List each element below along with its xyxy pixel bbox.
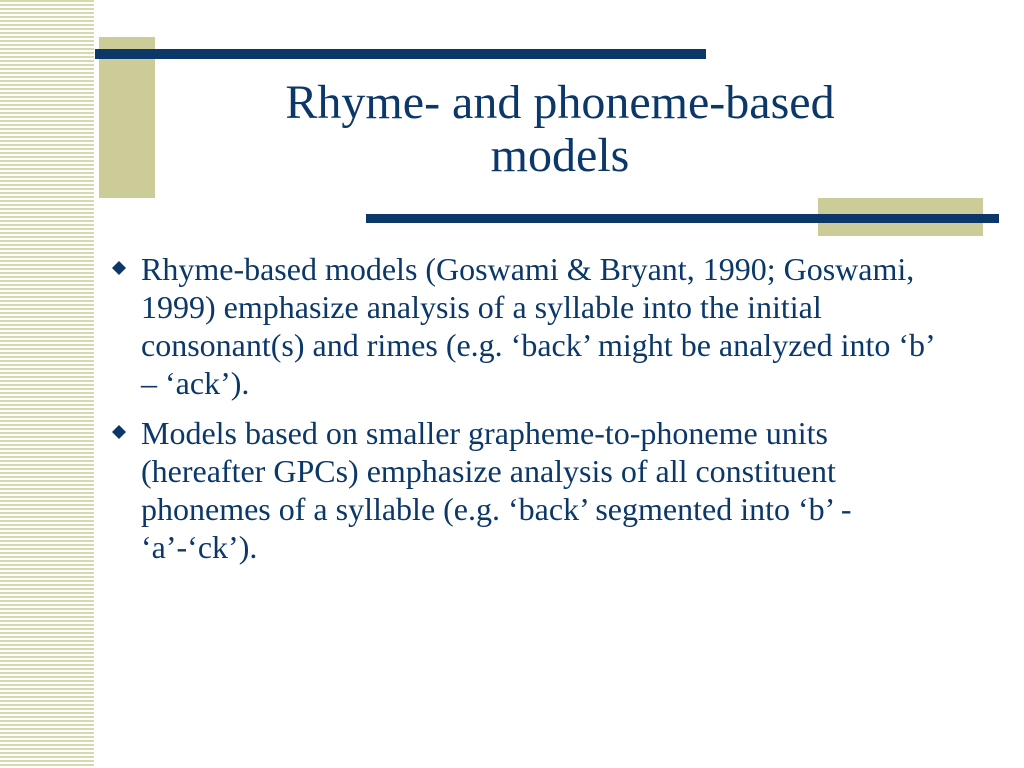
- bullet-list: [104, 250, 954, 578]
- bullet-item-rhyme-based: [104, 250, 954, 402]
- bullet-text: Models based on smaller grapheme-to-phoneme units (hereafter GPCs) emphasize analysis of all constituent phonemes of a syllable (e.g. ‘back’ segmented into ‘b’ - ‘a’-‘ck’).: [141, 415, 852, 565]
- decorative-stripe-band: [0, 0, 94, 768]
- slide-title: [160, 76, 960, 182]
- diamond-bullet-icon: [110, 259, 128, 277]
- slide-title-line-1: Rhyme- and phoneme-based: [285, 76, 835, 129]
- slide-title-line-2: models: [490, 129, 630, 182]
- decorative-rule-top: [95, 49, 706, 59]
- diamond-bullet-icon: [110, 423, 128, 441]
- bullet-item-gpc-based: [104, 414, 954, 566]
- decorative-rule-bottom: [366, 214, 999, 223]
- decorative-block-top: [99, 37, 155, 198]
- bullet-text: Rhyme-based models (Goswami & Bryant, 1990; Goswami, 1999) emphasize analysis of a syllable into the initial consonant(s) and rimes (e.g. ‘back’ might be analyzed into ‘b’ – ‘ack’).: [141, 251, 934, 401]
